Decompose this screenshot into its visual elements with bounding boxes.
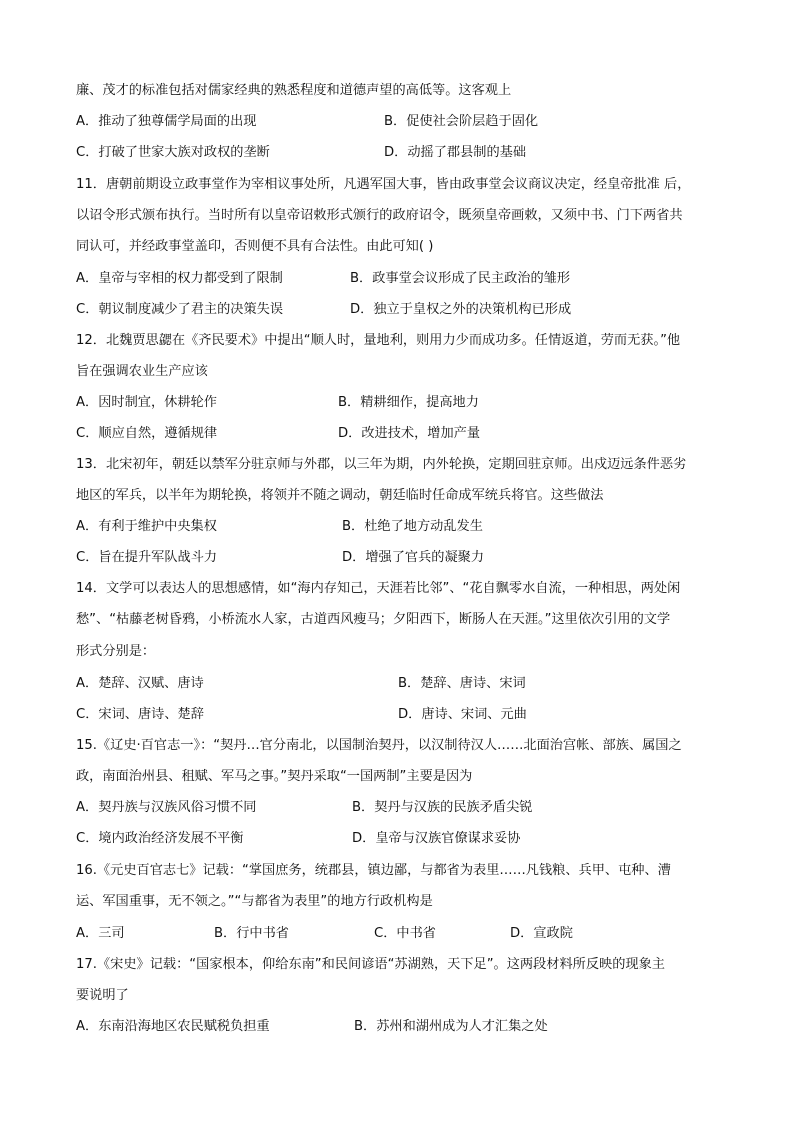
q12-stem-line2: 旨在强调农业生产应该: [76, 364, 208, 379]
q11-option-a[interactable]: A．皇帝与宰相的权力都受到了限制: [76, 271, 283, 286]
q11-option-b[interactable]: B．政事堂会议形成了民主政治的雏形: [350, 271, 571, 286]
q14-stem-line2: 愁”、“枯藤老树昏鸦，小桥流水人家，古道西风瘦马；夕阳西下，断肠人在天涯。”这里依次引用的文学: [76, 612, 671, 627]
q13-stem-line2: 地区的军兵，以半年为期轮换，将领并不随之调动，朝廷临时任命成军统兵将官。这些做法: [76, 488, 604, 503]
q13-option-d[interactable]: D．增强了官兵的凝聚力: [342, 550, 485, 565]
q16-option-d[interactable]: D．宣政院: [510, 926, 573, 941]
q14-stem-line3: 形式分别是：: [76, 644, 156, 659]
q13-option-c[interactable]: C．旨在提升军队战斗力: [76, 550, 218, 565]
q13-option-a[interactable]: A．有利于维护中央集权: [76, 519, 217, 534]
q14-option-c[interactable]: C．宋词、唐诗、楚辞: [76, 707, 204, 722]
q10-option-b[interactable]: B．促使社会阶层趋于固化: [384, 114, 539, 129]
q17-option-a[interactable]: A．东南沿海地区农民赋税负担重: [76, 1019, 270, 1034]
q16-option-b[interactable]: B．行中书省: [214, 926, 289, 941]
q16-stem-line1: 16.《元史百官志七》记载：“掌国庶务，统郡县，镇边鄙，与都省为表里……凡钱粮、兵甲、屯种、漕: [76, 863, 671, 878]
q10-option-d[interactable]: D．动摇了郡县制的基础: [384, 145, 527, 160]
q12-option-b[interactable]: B．精耕细作，提高地力: [338, 395, 479, 410]
q11-stem-line2: 以诏令形式颁布执行。当时所有以皇帝诏敕形式颁行的政府诏令，既须皇帝画敕，又须中书、门下两省共: [76, 208, 683, 223]
q13-option-b[interactable]: B．杜绝了地方动乱发生: [342, 519, 483, 534]
q15-stem-line2: 政，南面治州县、租赋、军马之事。”契丹采取“一国两制”主要是因为: [76, 769, 473, 784]
q12-option-d[interactable]: D．改进技术，增加产量: [338, 426, 481, 441]
q10-option-c[interactable]: C．打破了世家大族对政权的垄断: [76, 145, 270, 160]
q13-stem-line1: 13．北宋初年，朝廷以禁军分驻京师与外郡，以三年为期，内外轮换，定期回驻京师。出戍迈远条件恶劣: [76, 457, 687, 472]
q14-option-d[interactable]: D．唐诗、宋词、元曲: [398, 707, 527, 722]
q11-stem-line1: 11．唐朝前期设立政事堂作为宰相议事处所，凡遇军国大事，皆由政事堂会议商议决定，经皇帝批准 后，: [76, 177, 691, 192]
q10-option-a[interactable]: A．推动了独尊儒学局面的出现: [76, 114, 257, 129]
q14-option-a[interactable]: A．楚辞、汉赋、唐诗: [76, 676, 204, 691]
q17-stem-line2: 要说明了: [76, 988, 129, 1003]
q17-stem-line1: 17.《宋史》记载：“国家根本，仰给东南”和民间谚语“苏湖熟，天下足”。这两段材料所反映的现象主: [76, 957, 665, 972]
q11-stem-line3: 同认可，并经政事堂盖印，否则便不具有合法性。由此可知( ): [76, 239, 434, 254]
q16-option-c[interactable]: C．中书省: [374, 926, 436, 941]
q15-option-b[interactable]: B．契丹与汉族的民族矛盾尖锐: [352, 800, 533, 815]
q10-stem-tail: 廉、茂才的标准包括对儒家经典的熟悉程度和道德声望的高低等。这客观上: [76, 83, 512, 98]
q15-option-c[interactable]: C．境内政治经济发展不平衡: [76, 831, 244, 846]
q15-stem-line1: 15.《辽史·百官志一》：“契丹…官分南北，以国制治契丹，以汉制待汉人……北面治宫帐、部族、属国之: [76, 738, 682, 753]
q15-option-a[interactable]: A．契丹族与汉族风俗习惯不同: [76, 800, 257, 815]
q12-stem-line1: 12．北魏贾思勰在《齐民要术》中提出“顺人时，量地利，则用力少而成功多。任情返道，劳而无获。”他: [76, 333, 681, 348]
q12-option-c[interactable]: C．顺应自然，遵循规律: [76, 426, 218, 441]
q11-option-d[interactable]: D．独立于皇权之外的决策机构已形成: [350, 302, 572, 317]
q16-option-a[interactable]: A．三司: [76, 926, 125, 941]
q17-option-b[interactable]: B．苏州和湖州成为人才汇集之处: [354, 1019, 548, 1034]
q11-option-c[interactable]: C．朝议制度减少了君主的决策失误: [76, 302, 284, 317]
q16-stem-line2: 运、军国重事，无不领之。”“与都省为表里”的地方行政机构是: [76, 894, 433, 909]
q15-option-d[interactable]: D．皇帝与汉族官僚谋求妥协: [352, 831, 521, 846]
q14-option-b[interactable]: B．楚辞、唐诗、宋词: [398, 676, 526, 691]
q14-stem-line1: 14．文学可以表达人的思想感情，如“海内存知己，天涯若比邻”、“花自飘零水自流，一种相思，两处闲: [76, 581, 681, 596]
q12-option-a[interactable]: A．因时制宜，休耕轮作: [76, 395, 217, 410]
